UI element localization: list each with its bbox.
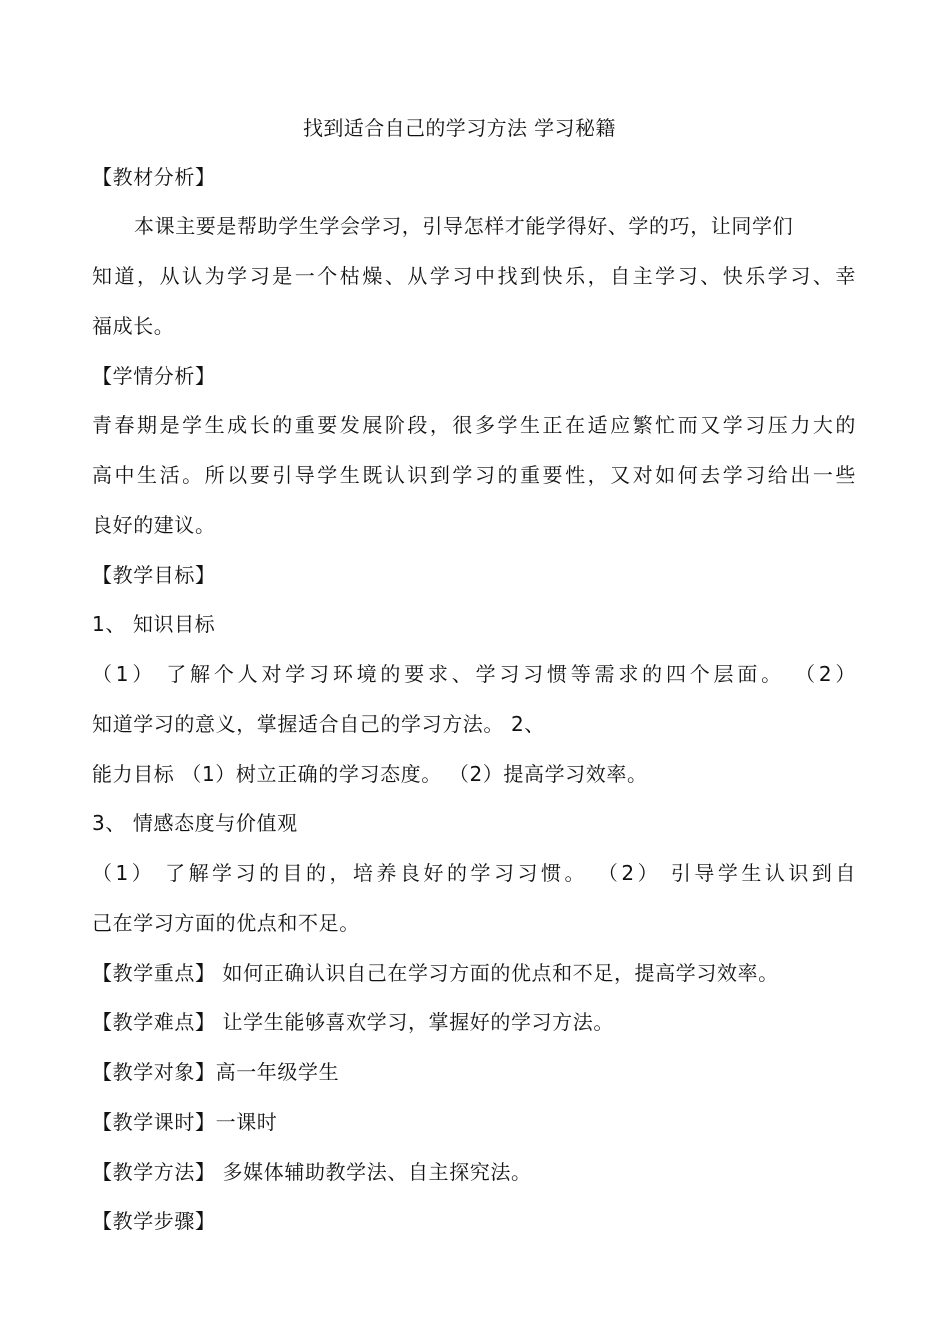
objective-item: 3、 情感态度与价值观 xyxy=(92,811,298,835)
section-teaching-target: 【教学对象】高一年级学生 xyxy=(92,1060,340,1084)
section-heading-student-analysis: 【学情分析】 xyxy=(92,364,216,388)
paragraph-line: 知道，从认为学习是一个枯燥、从学习中找到快乐，自主学习、快乐学习、幸 xyxy=(92,264,856,288)
paragraph-line: 高中生活。所以要引导学生既认识到学习的重要性，又对如何去学习给出一些 xyxy=(92,463,856,487)
paragraph-line: 良好的建议。 xyxy=(92,513,216,537)
section-heading-teaching-steps: 【教学步骤】 xyxy=(92,1209,216,1233)
paragraph-line: 青春期是学生成长的重要发展阶段，很多学生正在适应繁忙而又学习压力大的 xyxy=(92,413,856,437)
objective-item: 能力目标 （1）树立正确的学习态度。 （2）提高学习效率。 xyxy=(92,762,648,786)
section-heading-material-analysis: 【教材分析】 xyxy=(92,165,216,189)
objective-item: 己在学习方面的优点和不足。 xyxy=(92,911,360,935)
section-teaching-methods: 【教学方法】 多媒体辅助教学法、自主探究法。 xyxy=(92,1160,532,1184)
objective-item: （1） 了解个人对学习环境的要求、学习习惯等需求的四个层面。 （2） xyxy=(92,662,856,686)
paragraph-line: 本课主要是帮助学生学会学习，引导怎样才能学得好、学的巧，让同学们 xyxy=(134,214,794,238)
section-class-hours: 【教学课时】一课时 xyxy=(92,1110,278,1134)
section-key-points: 【教学重点】 如何正确认识自己在学习方面的优点和不足，提高学习效率。 xyxy=(92,961,779,985)
document-title: 找到适合自己的学习方法 学习秘籍 xyxy=(303,116,616,140)
objective-item: 知道学习的意义，掌握适合自己的学习方法。 2、 xyxy=(92,712,545,736)
objective-item: 1、 知识目标 xyxy=(92,612,216,636)
section-difficult-points: 【教学难点】 让学生能够喜欢学习，掌握好的学习方法。 xyxy=(92,1010,614,1034)
section-heading-teaching-objectives: 【教学目标】 xyxy=(92,563,216,587)
paragraph-line: 福成长。 xyxy=(92,314,175,338)
objective-item: （1） 了解学习的目的，培养良好的学习习惯。 （2） 引导学生认识到自 xyxy=(92,861,856,885)
